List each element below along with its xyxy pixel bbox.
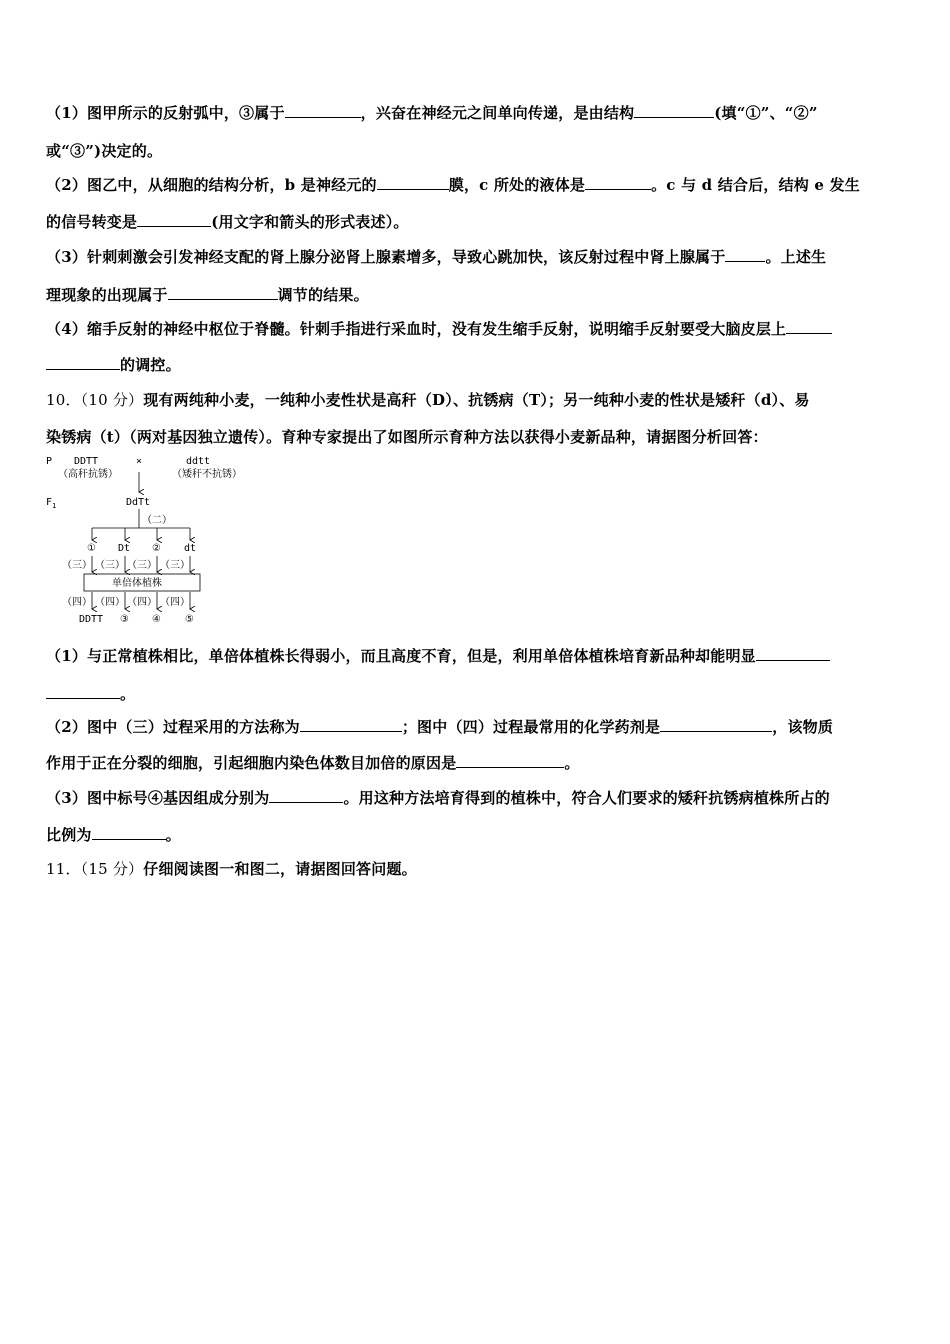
f1-label: $F_1$	[46, 497, 57, 510]
answer-blank[interactable]	[786, 319, 832, 334]
result-label: ③	[120, 614, 129, 625]
p-label: P	[46, 456, 53, 467]
answer-blank[interactable]	[46, 355, 120, 370]
q10-part3-line1: （3）图中标号④基因组成分别为 。用这种方法培育得到的植株中，符合人们要求的矮秆抗锈病植株所占的	[46, 789, 830, 807]
q10-stem-line1: 10．（10 分）现有两纯种小麦，一纯种小麦性状是高秆（D）、抗锈病（T）；另一纯种小麦的性状是矮秆（d）、易	[46, 391, 810, 409]
step-four-label: （四）	[127, 597, 157, 608]
q10-part2-line2: 作用于正在分裂的细胞，引起细胞内染色体数目加倍的原因是 。	[46, 754, 580, 772]
answer-blank[interactable]	[585, 175, 651, 190]
parent2-note: （矮秆不抗锈）	[172, 469, 242, 480]
question-number: 10．（10 分）	[46, 391, 144, 409]
q9-part2-line1: （2）图乙中，从细胞的结构分析，b 是神经元的 膜，c 所处的液体是 。c 与 d 结合后，结构 e 发生	[46, 176, 860, 194]
parent1-genotype: DDTT	[74, 456, 99, 467]
gamete-label: Dt	[118, 543, 131, 554]
answer-blank[interactable]	[137, 212, 211, 227]
result-label: ④	[152, 614, 161, 625]
question-number: 11．（15 分）	[46, 860, 144, 878]
step-two-label: （二）	[142, 515, 172, 526]
answer-blank[interactable]	[92, 825, 166, 840]
cross-symbol: ×	[136, 456, 143, 467]
answer-blank[interactable]	[300, 717, 402, 732]
answer-blank[interactable]	[456, 753, 564, 768]
step-three-label: （三）	[127, 560, 157, 571]
q10-stem-line2: 染锈病（t）（两对基因独立遗传）。育种专家提出了如图所示育种方法以获得小麦新品种，请据图分析回答：	[46, 428, 768, 446]
gamete-label: ①	[87, 543, 96, 554]
answer-blank[interactable]	[377, 175, 449, 190]
q9-part4-line1: （4）缩手反射的神经中枢位于脊髓。针刺手指进行采血时，没有发生缩手反射，说明缩手反射要受大脑皮层上	[46, 318, 832, 339]
answer-blank[interactable]	[756, 646, 830, 661]
gamete-label: ②	[152, 543, 161, 554]
step-three-label: （三）	[160, 560, 190, 571]
f1-genotype: DdTt	[126, 497, 151, 508]
result-label: ⑤	[185, 614, 194, 625]
answer-blank[interactable]	[269, 788, 343, 803]
haploid-label: 单倍体植株	[112, 578, 162, 589]
parent2-genotype: ddtt	[186, 456, 211, 467]
q9-part2-line2: 的信号转变是 (用文字和箭头的形式表述）。	[46, 213, 409, 231]
step-four-label: （四）	[160, 597, 190, 608]
step-three-label: （三）	[95, 560, 125, 571]
breeding-diagram	[46, 452, 266, 630]
q11-stem: 11．（15 分）仔细阅读图一和图二，请据图回答问题。	[46, 860, 417, 878]
step-four-label: （四）	[95, 597, 125, 608]
answer-blank[interactable]	[660, 717, 772, 732]
q9-part4-line2: 的调控。	[46, 354, 181, 375]
q9-part3-line2: 理现象的出现属于 调节的结果。	[46, 286, 369, 304]
parent1-note: （高秆抗锈）	[58, 469, 118, 480]
q10-part1-line1: （1）与正常植株相比，单倍体植株长得弱小，而且高度不育，但是，利用单倍体植株培育新品种却能明显	[46, 645, 830, 666]
step-four-label: （四）	[62, 597, 92, 608]
q10-part3-line2: 比例为 。	[46, 826, 181, 844]
answer-blank[interactable]	[46, 684, 120, 699]
step-three-label: （三）	[62, 560, 92, 571]
q10-part2-line1: （2）图中（三）过程采用的方法称为 ；图中（四）过程最常用的化学药剂是 ，该物质	[46, 718, 834, 736]
q9-part3-line1: （3）针刺刺激会引发神经支配的肾上腺分泌肾上腺素增多，导致心跳加快，该反射过程中肾上腺属于 。上述生	[46, 248, 827, 266]
answer-blank[interactable]	[168, 285, 278, 300]
answer-blank[interactable]	[285, 103, 361, 118]
result-genotype: DDTT	[79, 614, 104, 625]
q9-part1-line2: 或“③”)决定的。	[46, 142, 163, 160]
q10-part1-line2: 。	[46, 683, 135, 704]
answer-blank[interactable]	[725, 247, 765, 262]
answer-blank[interactable]	[634, 103, 714, 118]
gamete-label: dt	[184, 543, 197, 554]
q9-part1-line1: （1）图甲所示的反射弧中，③属于 ，兴奋在神经元之间单向传递，是由结构 (填“①”、“②”	[46, 104, 818, 122]
